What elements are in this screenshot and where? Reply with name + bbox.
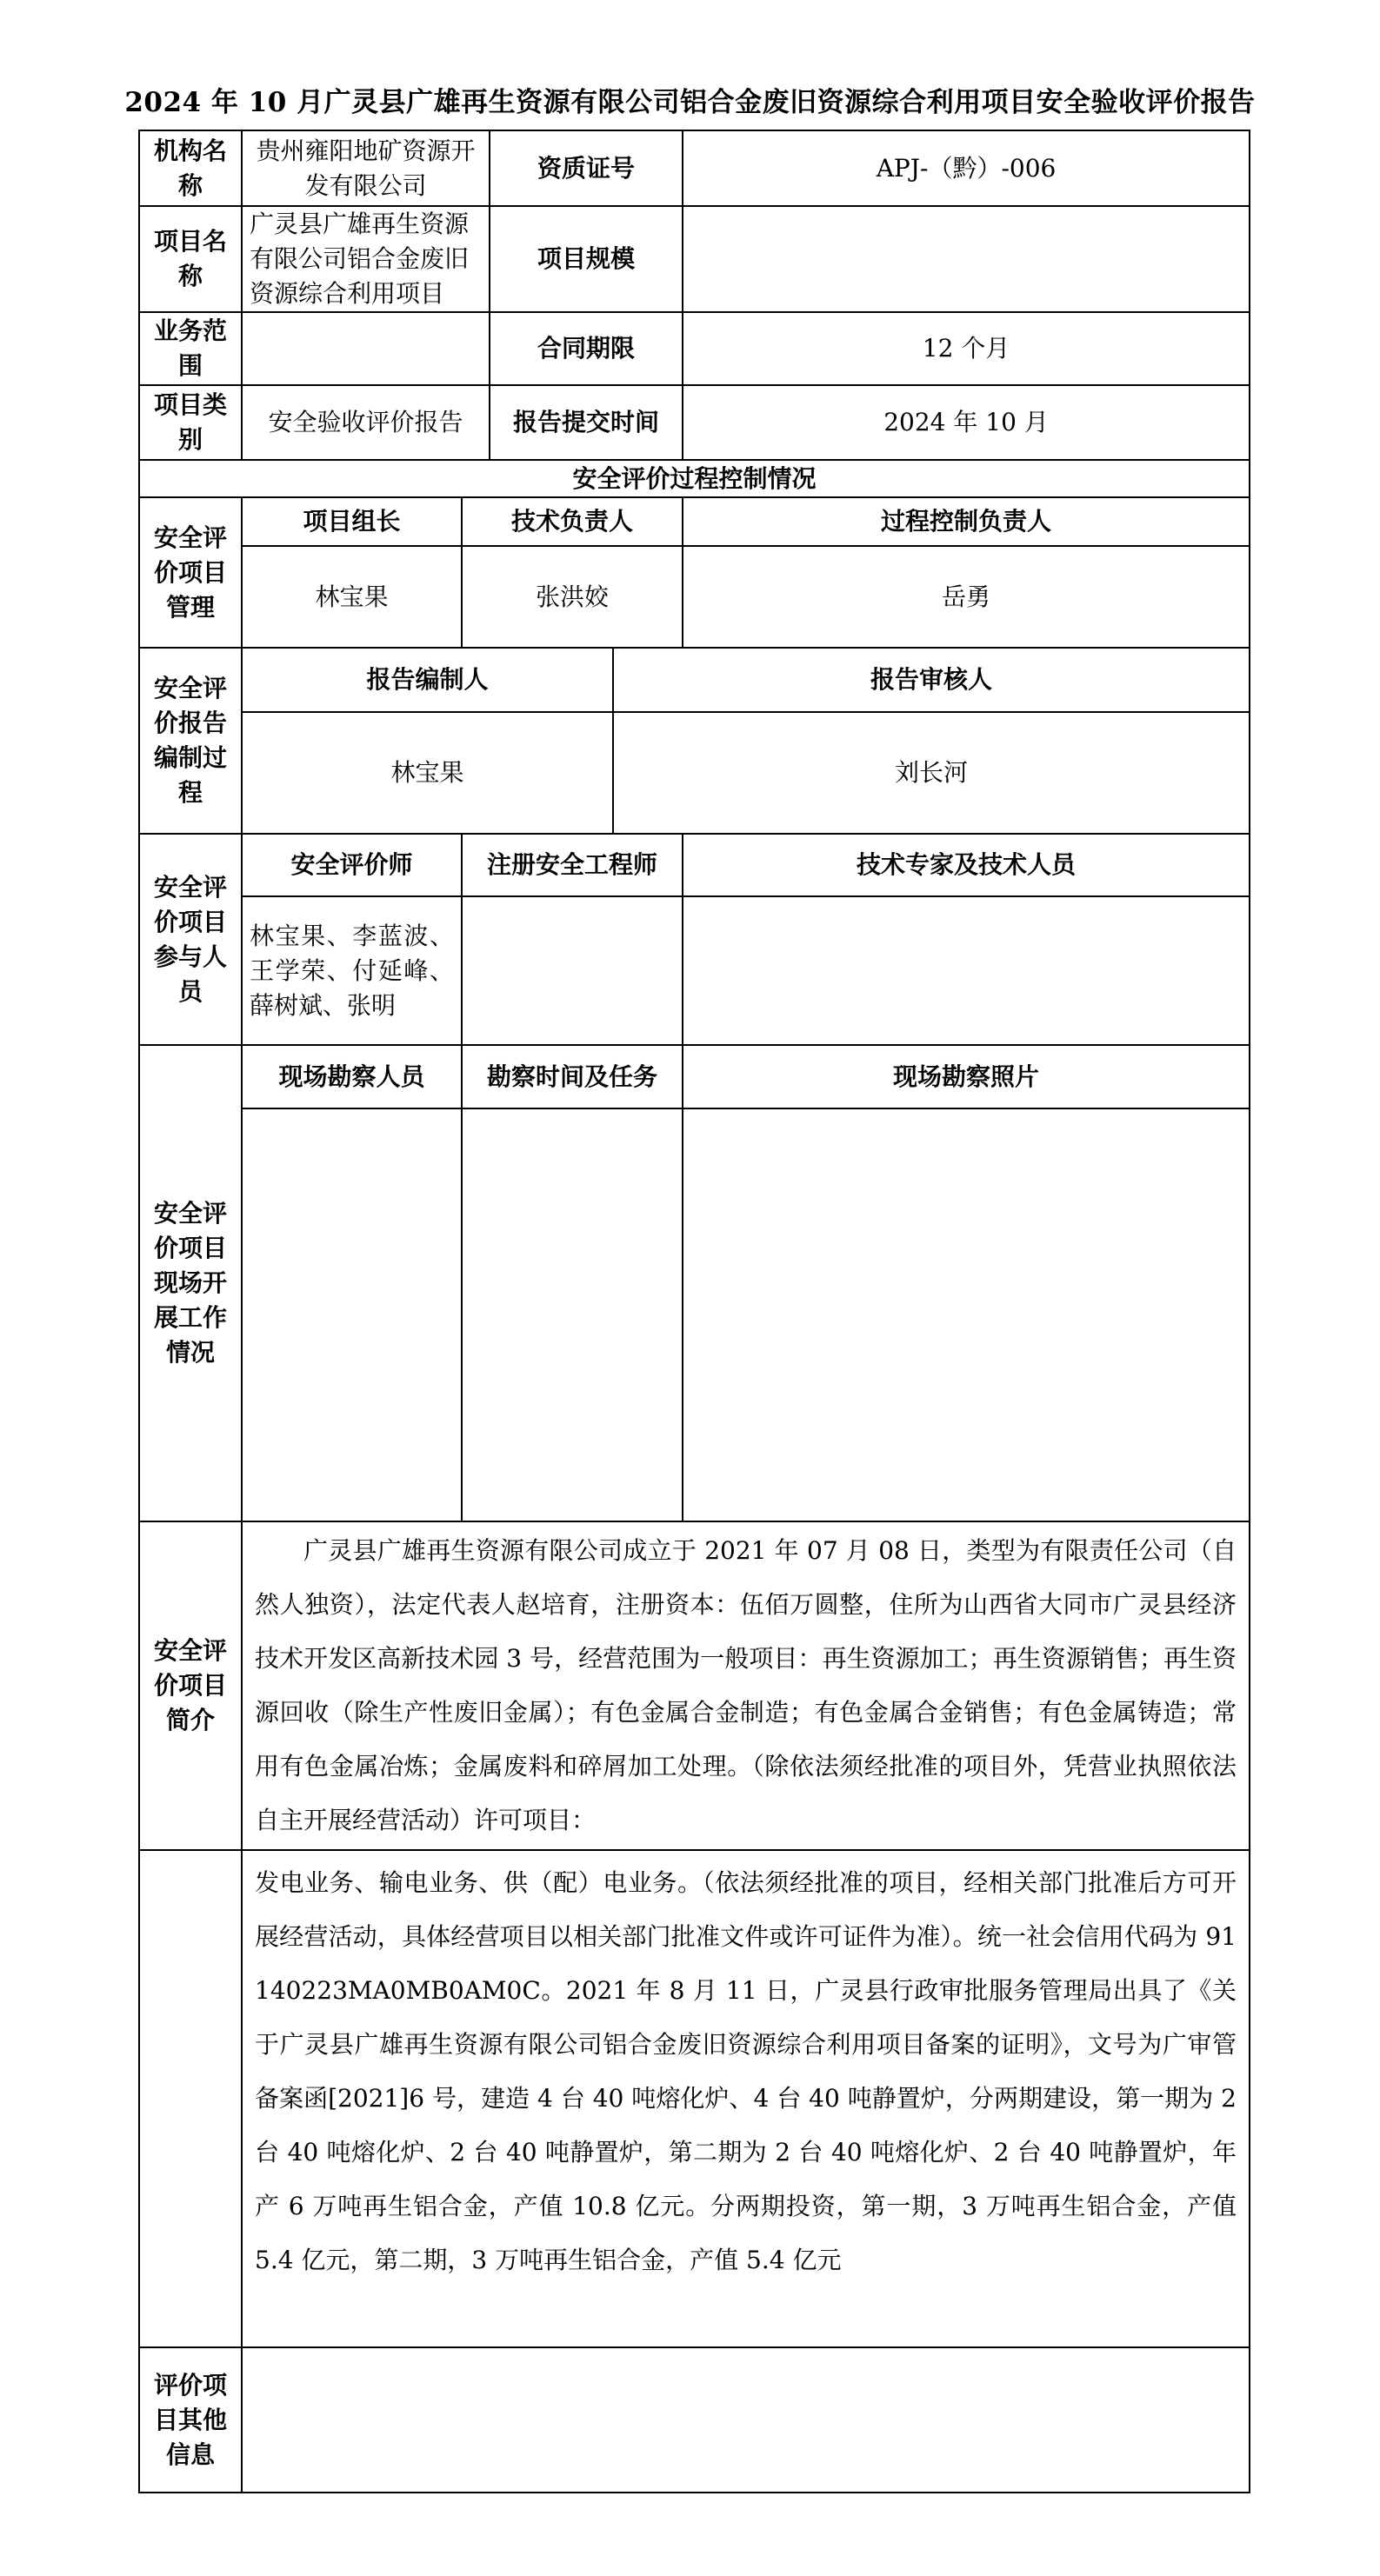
survey-time-task-label: 勘察时间及任务 <box>462 1045 683 1108</box>
row-participants-header <box>139 834 1250 896</box>
team-leader-value: 林宝果 <box>242 546 462 648</box>
contract-period-value: 12 个月 <box>683 312 1250 385</box>
participants-label: 安全评价项目参与人员 <box>139 834 242 1045</box>
technical-experts-value <box>683 896 1250 1045</box>
other-info-value <box>242 2347 1250 2493</box>
row-process-control-header <box>139 460 1250 497</box>
project-category-value: 安全验收评价报告 <box>242 385 490 460</box>
project-scale-value <box>683 206 1250 312</box>
evaluation-info-table-continued <box>138 1849 1250 2493</box>
project-category-label: 项目类别 <box>139 385 242 460</box>
process-control-header: 安全评价过程控制情况 <box>139 460 1250 497</box>
technical-lead-value: 张洪姣 <box>462 546 683 648</box>
survey-time-task-value <box>462 1108 683 1521</box>
project-intro-label: 安全评价项目简介 <box>139 1521 242 1850</box>
business-scope-value <box>242 312 490 385</box>
registered-engineers-value <box>462 896 683 1045</box>
safety-evaluators-value: 林宝果、李蓝波、王学荣、付延峰、薛树斌、张明 <box>242 896 462 1045</box>
report-submit-time-label: 报告提交时间 <box>490 385 683 460</box>
project-intro-text-part2: 发电业务、输电业务、供（配）电业务。（依法须经批准的项目，经相关部门批准后方可开展经营活动，具体经营项目以相关部门批准文件或许可证件为准）。统一社会信用代码为 91140223MA0MB0AM0C。2021 年 8 月 11 日，广灵县行政审批服务管理局出具了《关于广灵县广雄再生资源有限公司铝合金废旧资源综合利用项目备案的证明》，文号为广审管备案函[2021]6 号，建造 4 台 40 吨熔化炉、4 台 40 吨静置炉，分两期建设，第一期为 2 台 40 吨熔化炉、2 台 40 吨静置炉，第二期为 2 台 40 吨熔化炉、2 台 40 吨静置炉，年产 6 万吨再生铝合金，产值 10.8 亿元。分两期投资，第一期，3 万吨再生铝合金，产值 5.4 亿元，第二期，3 万吨再生铝合金，产值 5.4 亿元 <box>242 1850 1250 2347</box>
project-name-value: 广灵县广雄再生资源有限公司铝合金废旧资源综合利用项目 <box>242 206 490 312</box>
process-control-lead-value: 岳勇 <box>683 546 1250 648</box>
report-author-label: 报告编制人 <box>242 648 613 712</box>
registered-engineer-label: 注册安全工程师 <box>462 834 683 896</box>
row-site-work-values <box>139 1108 1250 1521</box>
report-reviewer-label: 报告审核人 <box>613 648 1250 712</box>
qualification-label: 资质证号 <box>490 130 683 206</box>
row-other-info <box>139 2347 1250 2493</box>
row-project-intro <box>139 1521 1250 1850</box>
evaluation-info-table <box>138 130 1250 1851</box>
row-report-process-values <box>139 712 1250 834</box>
process-control-lead-label: 过程控制负责人 <box>683 497 1250 546</box>
technical-experts-label: 技术专家及技术人员 <box>683 834 1250 896</box>
report-submit-time-value: 2024 年 10 月 <box>683 385 1250 460</box>
row-business-scope <box>139 312 1250 385</box>
row-project-name <box>139 206 1250 312</box>
row-project-category <box>139 385 1250 460</box>
row-management-header <box>139 497 1250 546</box>
site-photos-value <box>683 1108 1250 1521</box>
contract-period-label: 合同期限 <box>490 312 683 385</box>
business-scope-label: 业务范围 <box>139 312 242 385</box>
project-name-label: 项目名称 <box>139 206 242 312</box>
project-scale-label: 项目规模 <box>490 206 683 312</box>
other-info-label: 评价项目其他信息 <box>139 2347 242 2493</box>
report-process-label: 安全评价报告编制过程 <box>139 648 242 834</box>
report-title: 2024 年 10 月广灵县广雄再生资源有限公司铝合金废旧资源综合利用项目安全验收评价报告 <box>124 87 1256 118</box>
project-intro-label-continued <box>139 1850 242 2347</box>
site-surveyors-value <box>242 1108 462 1521</box>
safety-evaluator-label: 安全评价师 <box>242 834 462 896</box>
site-work-label: 安全评价项目现场开展工作情况 <box>139 1045 242 1521</box>
team-leader-label: 项目组长 <box>242 497 462 546</box>
row-management-values <box>139 546 1250 648</box>
agency-label: 机构名称 <box>139 130 242 206</box>
row-project-intro-continued <box>139 1850 1250 2347</box>
agency-value: 贵州雍阳地矿资源开发有限公司 <box>242 130 490 206</box>
qualification-value: APJ-（黔）-006 <box>683 130 1250 206</box>
project-management-label: 安全评价项目管理 <box>139 497 242 648</box>
row-report-process-header <box>139 648 1250 712</box>
report-reviewer-value: 刘长河 <box>613 712 1250 834</box>
site-surveyors-label: 现场勘察人员 <box>242 1045 462 1108</box>
row-site-work-header <box>139 1045 1250 1108</box>
site-photos-label: 现场勘察照片 <box>683 1045 1250 1108</box>
project-intro-text-part1: 广灵县广雄再生资源有限公司成立于 2021 年 07 月 08 日，类型为有限责任公司（自然人独资），法定代表人赵培育，注册资本：伍佰万圆整，住所为山西省大同市广灵县经济技术开发区高新技术园 3 号，经营范围为一般项目：再生资源加工；再生资源销售；再生资源回收（除生产性废旧金属）；有色金属合金制造；有色金属合金销售；有色金属铸造；常用有色金属冶炼；金属废料和碎屑加工处理。（除依法须经批准的项目外，凭营业执照依法自主开展经营活动）许可项目： <box>242 1521 1250 1850</box>
row-participants-values <box>139 896 1250 1045</box>
technical-lead-label: 技术负责人 <box>462 497 683 546</box>
report-author-value: 林宝果 <box>242 712 613 834</box>
row-agency <box>139 130 1250 206</box>
